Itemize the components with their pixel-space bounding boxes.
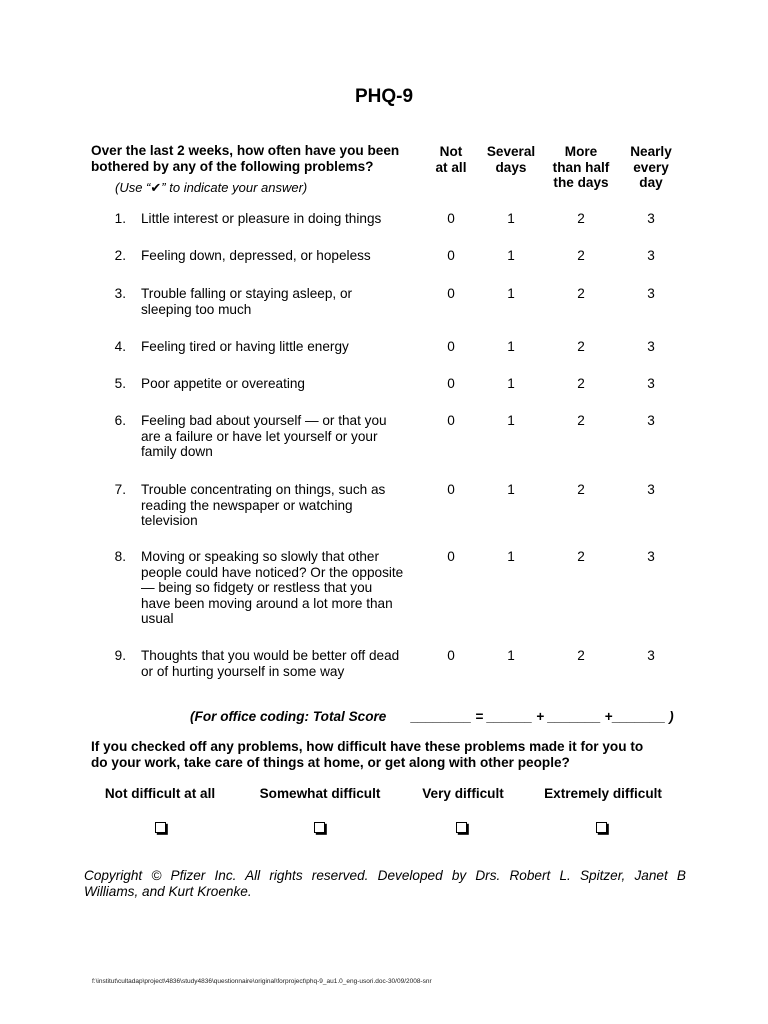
item-number: 7. <box>114 482 126 497</box>
item-score-option[interactable]: 2 <box>577 211 585 226</box>
item-text-line: reading the newspaper or watching <box>141 497 353 513</box>
column-header-line: days <box>495 159 527 175</box>
item-text <box>141 211 431 227</box>
item-score-option[interactable]: 0 <box>447 648 455 663</box>
difficulty-question-line-2: do your work, take care of things at home, or get along with other people? <box>91 755 570 770</box>
item-score-option[interactable]: 0 <box>447 211 455 226</box>
instruction <box>115 180 307 196</box>
footer-file-path: f:\institut\cultadap\project\4836\study4836\questionnaire\original\forproject\phq-9_au1.0_eng-usori.doc-30/09/2008-snr <box>92 978 432 985</box>
item-score-option[interactable]: 2 <box>577 648 585 663</box>
item-text <box>141 413 431 460</box>
column-header-line: Several <box>486 144 536 159</box>
item-score-option[interactable]: 0 <box>447 286 455 301</box>
item-number: 6. <box>114 413 126 428</box>
office-coding-blanks: ________ = ______ + _______ +_______ ) <box>411 709 674 724</box>
question-line-1: Over the last 2 weeks, how often have you been <box>91 143 400 158</box>
checkbox-very-difficult[interactable] <box>456 822 467 833</box>
item-score-option[interactable]: 3 <box>647 339 655 354</box>
item-number: 5. <box>114 376 126 391</box>
item-score-option[interactable]: 0 <box>447 413 455 428</box>
item-text-line: usual <box>141 611 174 626</box>
column-header-line: Nearly <box>630 144 672 159</box>
column-header-nearly-every-day <box>606 144 696 191</box>
item-score-option[interactable]: 3 <box>647 648 655 663</box>
copyright-line-1: Copyright © Pfizer Inc. All rights reserved. Developed by Drs. Robert L. Spitzer, Janet B <box>84 868 686 883</box>
difficulty-question-line-1: If you checked off any problems, how difficult have these problems made it for you to <box>91 739 644 754</box>
item-text-line: family down <box>141 444 213 459</box>
item-score-option[interactable]: 1 <box>507 549 515 564</box>
item-score-option[interactable]: 0 <box>447 339 455 354</box>
column-header-line: every <box>633 159 669 175</box>
item-text <box>141 482 431 529</box>
office-coding-label: (For office coding: Total Score <box>190 709 387 724</box>
item-text-line: Feeling down, depressed, or hopeless <box>141 248 371 263</box>
item-score-option[interactable]: 3 <box>647 376 655 391</box>
item-text-line: Little interest or pleasure in doing things <box>141 211 382 226</box>
item-score-option[interactable]: 1 <box>507 248 515 263</box>
difficulty-option-not-difficult: Not difficult at all <box>104 786 216 801</box>
item-score-option[interactable]: 3 <box>647 248 655 263</box>
item-text <box>141 648 431 679</box>
item-score-option[interactable]: 1 <box>507 648 515 663</box>
item-number: 4. <box>114 339 126 354</box>
item-number: 3. <box>114 286 126 301</box>
copyright-line-2: Williams, and Kurt Kroenke. <box>84 884 252 899</box>
item-text-line: Trouble concentrating on things, such as <box>141 482 386 497</box>
item-score-option[interactable]: 0 <box>447 482 455 497</box>
item-score-option[interactable]: 1 <box>507 211 515 226</box>
item-number: 8. <box>114 549 126 564</box>
item-score-option[interactable]: 0 <box>447 248 455 263</box>
item-score-option[interactable]: 2 <box>577 482 585 497</box>
checkbox-extremely-difficult[interactable] <box>596 822 607 833</box>
item-text-line: have been moving around a lot more than <box>141 595 393 611</box>
column-header-line: day <box>639 175 663 190</box>
item-text-line: sleeping too much <box>141 301 252 317</box>
item-score-option[interactable]: 2 <box>577 339 585 354</box>
checkbox-not-difficult[interactable] <box>155 822 166 833</box>
instruction-prefix: (Use “ <box>115 180 151 195</box>
difficulty-option-very: Very difficult <box>422 786 504 801</box>
column-header-line: than half <box>552 159 610 175</box>
item-text-line: Trouble falling or staying asleep, or <box>141 286 353 301</box>
item-text-line: television <box>141 513 198 528</box>
item-score-option[interactable]: 2 <box>577 376 585 391</box>
item-text <box>141 248 431 264</box>
item-text-line: — being so fidgety or restless that you <box>141 580 373 595</box>
column-header-line: at all <box>435 159 467 175</box>
question-line-2: bothered by any of the following problems? <box>91 159 374 174</box>
item-score-option[interactable]: 0 <box>447 376 455 391</box>
item-number: 9. <box>114 648 126 663</box>
item-score-option[interactable]: 2 <box>577 549 585 564</box>
difficulty-option-extremely: Extremely difficult <box>544 786 662 801</box>
column-header-line: More <box>564 144 598 159</box>
item-text <box>141 376 431 392</box>
item-score-option[interactable]: 3 <box>647 482 655 497</box>
item-text <box>141 339 431 355</box>
item-score-option[interactable]: 1 <box>507 339 515 354</box>
item-score-option[interactable]: 3 <box>647 549 655 564</box>
item-score-option[interactable]: 3 <box>647 286 655 301</box>
item-score-option[interactable]: 1 <box>507 413 515 428</box>
item-score-option[interactable]: 2 <box>577 286 585 301</box>
item-text-line: or of hurting yourself in some way <box>141 663 345 679</box>
item-text <box>141 549 431 627</box>
item-text-line: Feeling tired or having little energy <box>141 339 349 354</box>
item-text-line: are a failure or have let yourself or your <box>141 428 378 444</box>
item-text-line: Moving or speaking so slowly that other <box>141 549 380 564</box>
item-number: 1. <box>114 211 126 226</box>
difficulty-option-somewhat: Somewhat difficult <box>259 786 381 801</box>
item-text-line: Feeling bad about yourself — or that you <box>141 413 387 428</box>
item-score-option[interactable]: 1 <box>507 376 515 391</box>
item-score-option[interactable]: 2 <box>577 413 585 428</box>
item-text-line: Poor appetite or overeating <box>141 376 305 391</box>
page-title: PHQ-9 <box>354 86 414 107</box>
item-score-option[interactable]: 0 <box>447 549 455 564</box>
column-header-line: Not <box>439 144 463 159</box>
item-text-line: Thoughts that you would be better off dead <box>141 648 400 663</box>
item-score-option[interactable]: 1 <box>507 286 515 301</box>
item-score-option[interactable]: 1 <box>507 482 515 497</box>
item-number: 2. <box>114 248 126 263</box>
item-text-line: people could have noticed? Or the opposite <box>141 564 404 580</box>
column-header-line: the days <box>553 175 609 190</box>
instruction-suffix: ” to indicate your answer) <box>161 180 308 195</box>
item-score-option[interactable]: 3 <box>647 211 655 226</box>
item-score-option[interactable]: 2 <box>577 248 585 263</box>
item-text <box>141 286 431 317</box>
checkbox-somewhat-difficult[interactable] <box>314 822 325 833</box>
checkmark-icon: ✔ <box>150 180 162 195</box>
item-score-option[interactable]: 3 <box>647 413 655 428</box>
